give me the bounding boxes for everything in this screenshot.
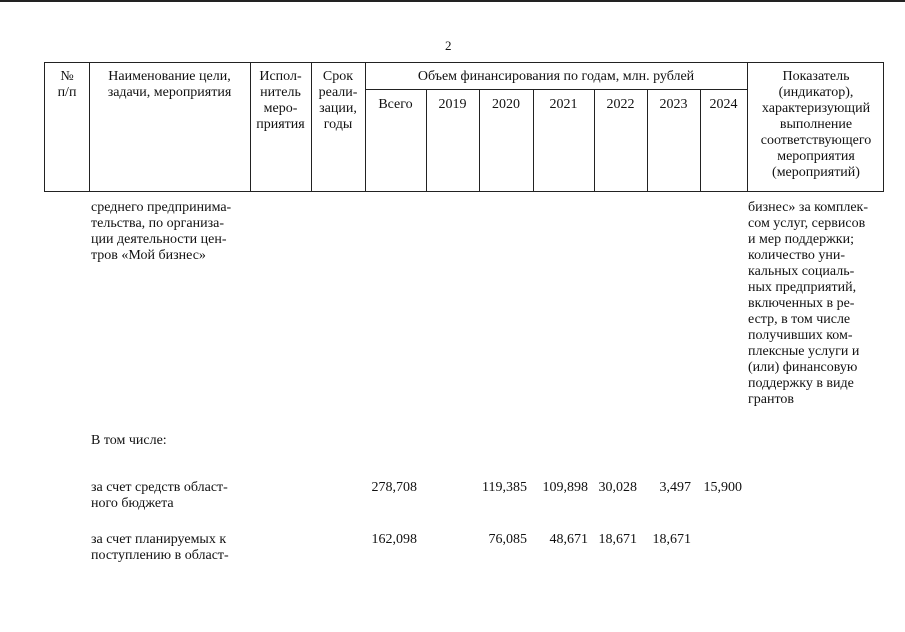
indicator-text: бизнес» за комплек- сом услуг, сервисов и мер поддержки; количество уни- кальных социаль- ных предприятий, включенных в ре- естр, в том числе получивших ком- плексные услуги и (или) финансовую поддержку в виде грантов xyxy=(748,200,868,407)
page-number: 2 xyxy=(445,38,452,53)
row-label: за счет средств област- ного бюджета xyxy=(91,480,228,511)
header-2020: 2020 xyxy=(492,97,520,112)
top-border-line xyxy=(0,0,905,2)
row-value-total: 162,098 xyxy=(371,532,417,547)
header-executor: Испол- нитель меро- приятия xyxy=(256,69,305,132)
header-2022: 2022 xyxy=(606,97,635,112)
header-2023: 2023 xyxy=(659,97,688,112)
row-value-2024: 15,900 xyxy=(703,480,742,495)
row-value-2021: 109,898 xyxy=(542,480,588,495)
header-2021: 2021 xyxy=(549,97,578,112)
header-no: № п/п xyxy=(57,69,77,100)
header-2024: 2024 xyxy=(709,97,738,112)
header-term: Срок реали- зации, годы xyxy=(318,69,358,132)
row-value-2022: 18,671 xyxy=(598,532,637,547)
row-value-2020: 76,085 xyxy=(488,532,527,547)
group-header-divider xyxy=(365,89,747,90)
row-value-2022: 30,028 xyxy=(598,480,637,495)
row-value-2021: 48,671 xyxy=(549,532,588,547)
row-value-2023: 3,497 xyxy=(659,480,691,495)
row-label: за счет планируемых к поступлению в област- xyxy=(91,532,229,563)
table-header xyxy=(44,62,884,192)
including-label: В том числе: xyxy=(91,433,167,448)
header-funding-group: Объем финансирования по годам, млн. рублей xyxy=(417,69,695,84)
row-value-2023: 18,671 xyxy=(652,532,691,547)
activity-text: среднего предпринима- тельства, по организа- ции деятельности цен- тров «Мой бизнес» xyxy=(91,200,232,263)
header-total: Всего xyxy=(378,97,413,112)
header-2019: 2019 xyxy=(438,97,467,112)
header-name: Наименование цели, задачи, мероприятия xyxy=(107,69,232,100)
row-value-total: 278,708 xyxy=(371,480,417,495)
row-value-2020: 119,385 xyxy=(482,480,527,495)
header-indicator: Показатель (индикатор), характеризующий выполнение соответствующего мероприятия (мероприятий) xyxy=(760,69,872,180)
